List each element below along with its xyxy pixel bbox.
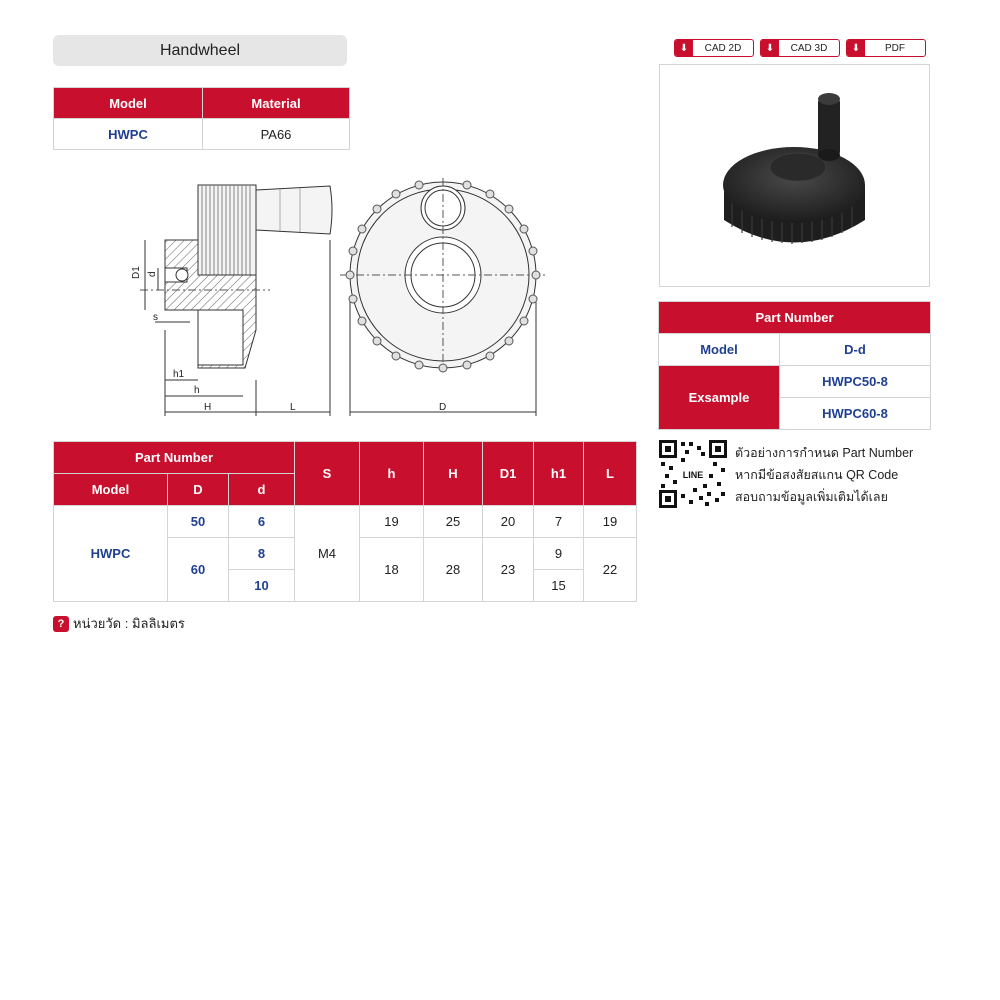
dim-label-d: d <box>147 271 158 277</box>
spec-H50: 25 <box>424 506 483 538</box>
material-value: PA66 <box>203 119 350 150</box>
qr-note-line-2: หากมีข้อสงสัยสแกน QR Code <box>735 468 899 482</box>
spec-header-model: Model <box>54 474 168 506</box>
model-value: HWPC <box>54 119 203 150</box>
spec-header-h: h <box>360 442 424 506</box>
qr-code[interactable] <box>659 440 727 508</box>
qr-note-line-3: สอบถามข้อมูลเพิ่มเติมได้เลย <box>735 490 888 504</box>
spec-D1-60: 23 <box>483 538 534 602</box>
example-value-1: HWPC50-8 <box>780 366 931 398</box>
handle <box>256 186 332 234</box>
spec-header-d: d <box>229 474 295 506</box>
handwheel-image <box>660 65 929 286</box>
spec-h1-60a: 9 <box>534 538 584 570</box>
spec-h50: 19 <box>360 506 424 538</box>
header-material: Material <box>203 88 350 119</box>
spec-group-header: Part Number <box>54 442 295 474</box>
example-title: Part Number <box>659 302 931 334</box>
spec-d-10: 10 <box>229 570 295 602</box>
spec-h1-60b: 15 <box>534 570 584 602</box>
spec-header-D: D <box>168 474 229 506</box>
handle-socket <box>421 186 465 230</box>
spec-L50: 19 <box>584 506 637 538</box>
spec-d-6: 6 <box>229 506 295 538</box>
download-icon: ⬇ <box>847 40 865 56</box>
spec-L60: 22 <box>584 538 637 602</box>
part-number-example-table <box>658 301 931 430</box>
spec-h60: 18 <box>360 538 424 602</box>
dim-label-h: h <box>194 385 200 396</box>
question-icon: ? <box>53 616 69 632</box>
spec-header-h1: h1 <box>534 442 584 506</box>
line-badge: LINE <box>682 470 704 480</box>
spec-header-H: H <box>424 442 483 506</box>
spec-model: HWPC <box>54 506 168 602</box>
dim-label-h1: h1 <box>173 369 185 380</box>
unit-note-text: หน่วยวัด : มิลลิเมตร <box>73 616 185 631</box>
product-photo <box>659 64 930 287</box>
dim-label-D: D <box>439 402 447 413</box>
pdf-button[interactable]: ⬇ PDF <box>846 39 926 57</box>
page-title: Handwheel <box>53 35 347 66</box>
dim-label-d1: D1 <box>131 266 142 279</box>
unit-note <box>53 613 185 634</box>
qr-note-line-1: ตัวอย่างการกำหนด Part Number <box>735 446 914 460</box>
example-label: Exsample <box>659 366 780 430</box>
download-icon: ⬇ <box>675 40 693 56</box>
example-value-2: HWPC60-8 <box>780 398 931 430</box>
spec-H60: 28 <box>424 538 483 602</box>
knurled-rim <box>198 185 256 275</box>
technical-drawing <box>125 175 555 425</box>
dim-label-L: L <box>290 402 296 413</box>
spec-header-l: L <box>584 442 637 506</box>
spec-s: M4 <box>295 506 360 602</box>
table-row <box>54 506 637 538</box>
header-model: Model <box>54 88 203 119</box>
spec-D1-50: 20 <box>483 506 534 538</box>
spec-header-d1: D1 <box>483 442 534 506</box>
dim-label-H: H <box>204 402 212 413</box>
spec-d-8: 8 <box>229 538 295 570</box>
spec-h1-50: 7 <box>534 506 584 538</box>
spec-table <box>53 441 637 602</box>
dim-label-s: s <box>153 312 158 323</box>
spec-d50: 50 <box>168 506 229 538</box>
download-icon: ⬇ <box>761 40 779 56</box>
qr-note <box>735 442 913 508</box>
cad-3d-button[interactable]: ⬇ CAD 3D <box>760 39 840 57</box>
example-col-model: Model <box>659 334 780 366</box>
spec-header-s: S <box>295 442 360 506</box>
model-material-table <box>53 87 350 150</box>
spec-d60: 60 <box>168 538 229 602</box>
cad-2d-button[interactable]: ⬇ CAD 2D <box>674 39 754 57</box>
example-col-dd: D-d <box>780 334 931 366</box>
